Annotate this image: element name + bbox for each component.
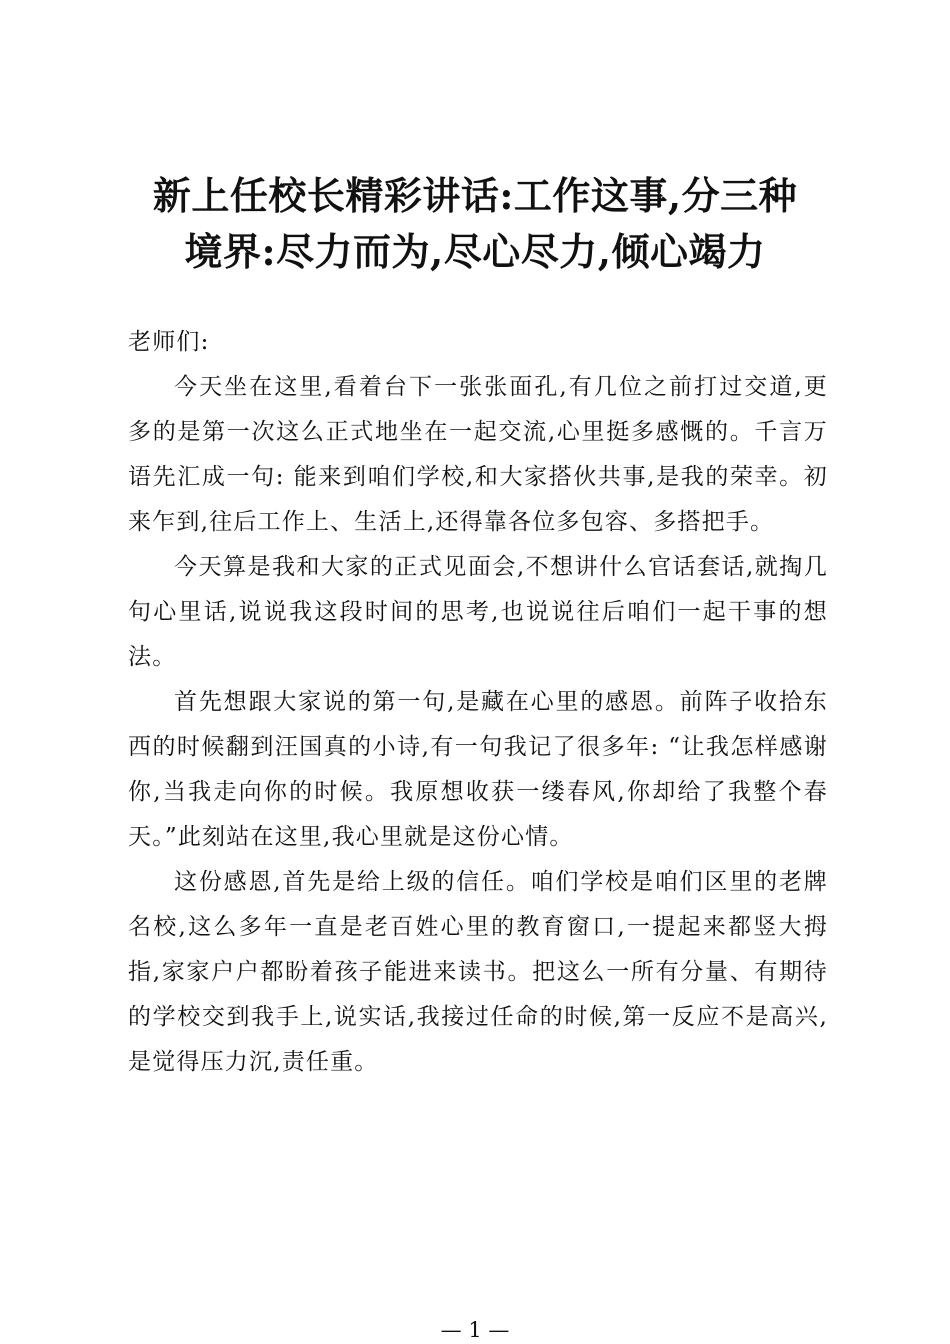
paragraph-2: 今天算是我和大家的正式见面会,不想讲什么官话套话,就掏几句心里话,说说我这段时间的思考,也说说往后咱们一起干事的想法。 [128,554,828,670]
paragraph-3: 首先想跟大家说的第一句,是藏在心里的感恩。前阵子收拾东西的时候翻到汪国真的小诗,有一句我记了很多年: “让我怎样感谢你,当我走向你的时候。我原想收获一缕春风,你却给了我整个春天。”此刻站在这里,我心里就是这份心情。 [128,689,828,850]
title-line-2: 境界:尽力而为,尽心尽力,倾心竭力 [184,229,766,274]
page-number: — 1 — [440,1318,510,1342]
paragraph-4: 这份感恩,首先是给上级的信任。咱们学校是咱们区里的老牌名校,这么多年一直是老百姓心里的教育窗口,一提起来都竖大拇指,家家户户都盼着孩子能进来读书。把这么一所有分量、有期待的学校交到我手上,说实话,我接过任命的时候,第一反应不是高兴,是觉得压力沉,责任重。 [128,869,828,1075]
salutation: 老师们: [128,329,210,355]
document-body [128,320,828,1085]
document-title [110,168,840,280]
title-line-1: 新上任校长精彩讲话:工作这事,分三种 [152,173,798,218]
paragraph-1: 今天坐在这里,看着台下一张张面孔,有几位之前打过交道,更多的是第一次这么正式地坐在一起交流,心里挺多感慨的。千言万语先汇成一句: 能来到咱们学校,和大家搭伙共事,是我的荣幸。初来乍到,往后工作上、生活上,还得靠各位多包容、多搭把手。 [128,374,828,535]
